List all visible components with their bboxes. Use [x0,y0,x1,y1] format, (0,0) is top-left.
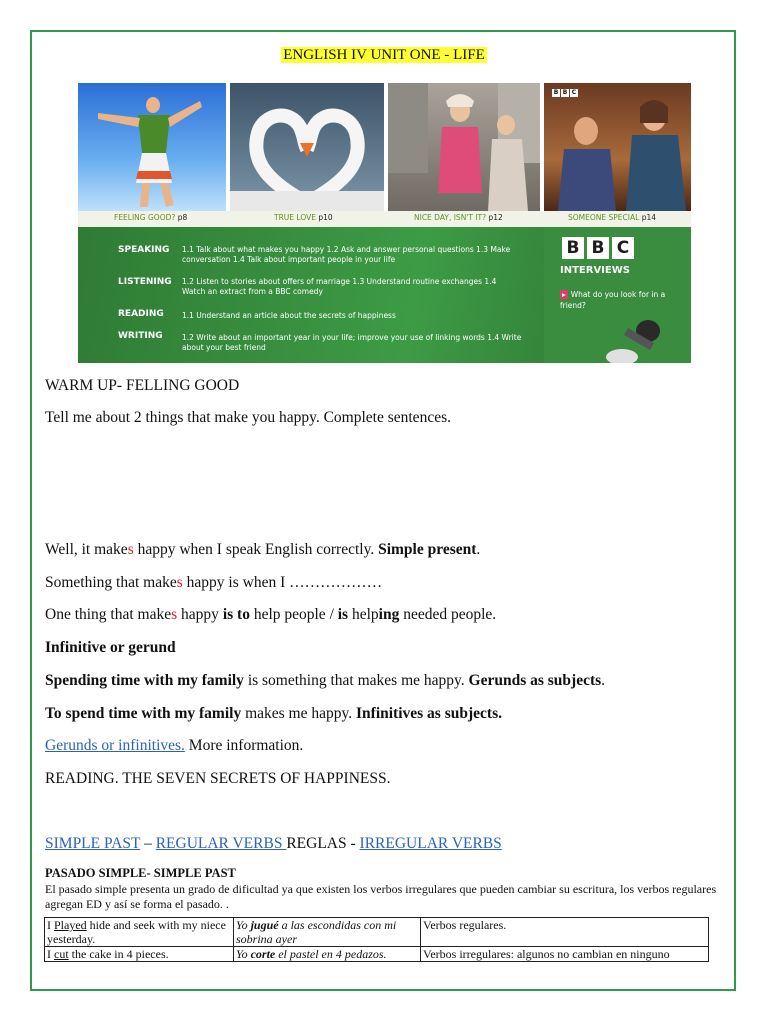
example-infinitive-subject: To spend time with my family makes me happy. Infinitives as subjects. [45,705,502,722]
note-cell: Verbos regulares. [421,918,709,947]
bbc-interviews-box [544,227,691,363]
page-title: ENGLISH IV UNIT ONE - LIFE [283,47,485,63]
jumping-man-photo [78,83,226,211]
gerunds-infinitives-link[interactable]: Gerunds or infinitives. [45,737,185,754]
reading-heading: READING. THE SEVEN SECRETS OF HAPPINESS. [45,770,391,787]
caption-true-love: TRUE LOVE p10 [274,213,333,222]
past-simple-description: El pasado simple presenta un grado de dificultad ya que existen los verbos irregulares que pueden cambiar su escritura, los verbos regulares agregan ED y así se forma el pasado. . [45,882,717,911]
skill-speaking-label: SPEAKING [118,245,170,255]
example-one-thing: One thing that makes happy is to help people / is helping needed people. [45,606,497,623]
caption-someone-special: SOMEONE SPECIAL p14 [568,213,656,222]
note-cell: Verbos irregulares: algunos no cambian en ninguno [421,947,709,962]
skill-reading-text: 1.1 Understand an article about the secrets of happiness [182,311,396,320]
skill-listening-label: LISTENING [118,277,172,287]
regular-verbs-link[interactable]: REGULAR VERBS [155,835,287,852]
english-example-cell: I Played hide and seek with my niece yesterday. [45,918,234,947]
street-women-photo [388,83,540,211]
warmup-prompt: Tell me about 2 things that make you happy. Complete sentences. [45,409,451,426]
irregular-verbs-link[interactable]: IRREGULAR VERBS [359,835,502,852]
banner-captions [78,211,691,227]
bbc-question: ▸ What do you look for in a friend? [560,290,666,310]
skill-reading-label: READING [118,309,164,319]
skill-speaking-text: 1.1 Talk about what makes you happy 1.2 Ask and answer personal questions 1.3 Make conversation 1.4 Talk about important people in your life [182,245,511,264]
play-icon: ▸ [562,290,566,299]
table-row [45,918,709,947]
bbc-scene-photo [544,83,691,211]
skill-writing-label: WRITING [118,331,163,341]
skill-listening-text: 1.2 Listen to stories about offers of marriage 1.3 Understand routine exchanges 1.4 Watch an extract from a BBC comedy [182,277,497,296]
swans-heart-photo [230,83,384,211]
example-simple-present: Well, it makes happy when I speak English correctly. Simple present. [45,541,481,558]
microphone-icon [604,319,674,363]
example-gerund-subject: Spending time with my family is something that makes me happy. Gerunds as subjects. [45,672,606,689]
bbc-small-logo: B B C [553,89,577,96]
caption-feeling-good: FEELING GOOD? p8 [114,213,188,222]
table-row [45,947,709,962]
example-something-that-makes: Something that makes happy is when I ……………… [45,574,383,591]
skill-writing-text: 1.2 Write about an important year in your life; improve your use of linking words 1.4 Write about your best friend [182,333,522,352]
english-example-cell: I cut the cake in 4 pieces. [45,947,234,962]
caption-nice-day: NICE DAY, ISN'T IT? p12 [414,213,503,222]
unit-banner [78,80,691,363]
spanish-example-cell: Yo jugué a las escondidas con mi sobrina ayer [234,918,421,947]
bbc-interviews-label: INTERVIEWS [560,265,630,276]
infinitive-gerund-heading: Infinitive or gerund [45,639,176,656]
past-simple-title: PASADO SIMPLE- SIMPLE PAST [45,866,236,880]
warmup-heading: WARM UP- FELLING GOOD [45,377,240,394]
past-simple-table [44,917,709,962]
spanish-example-cell: Yo corte el pastel en 4 pedazos. [234,947,421,962]
simple-past-link[interactable]: SIMPLE PAST [45,835,141,852]
links-row: SIMPLE PAST – REGULAR VERBS REGLAS - IRREGULAR VERBS [45,835,502,852]
bbc-logo: B B C [562,237,634,259]
gerunds-info-line: Gerunds or infinitives. More information. [45,737,304,754]
